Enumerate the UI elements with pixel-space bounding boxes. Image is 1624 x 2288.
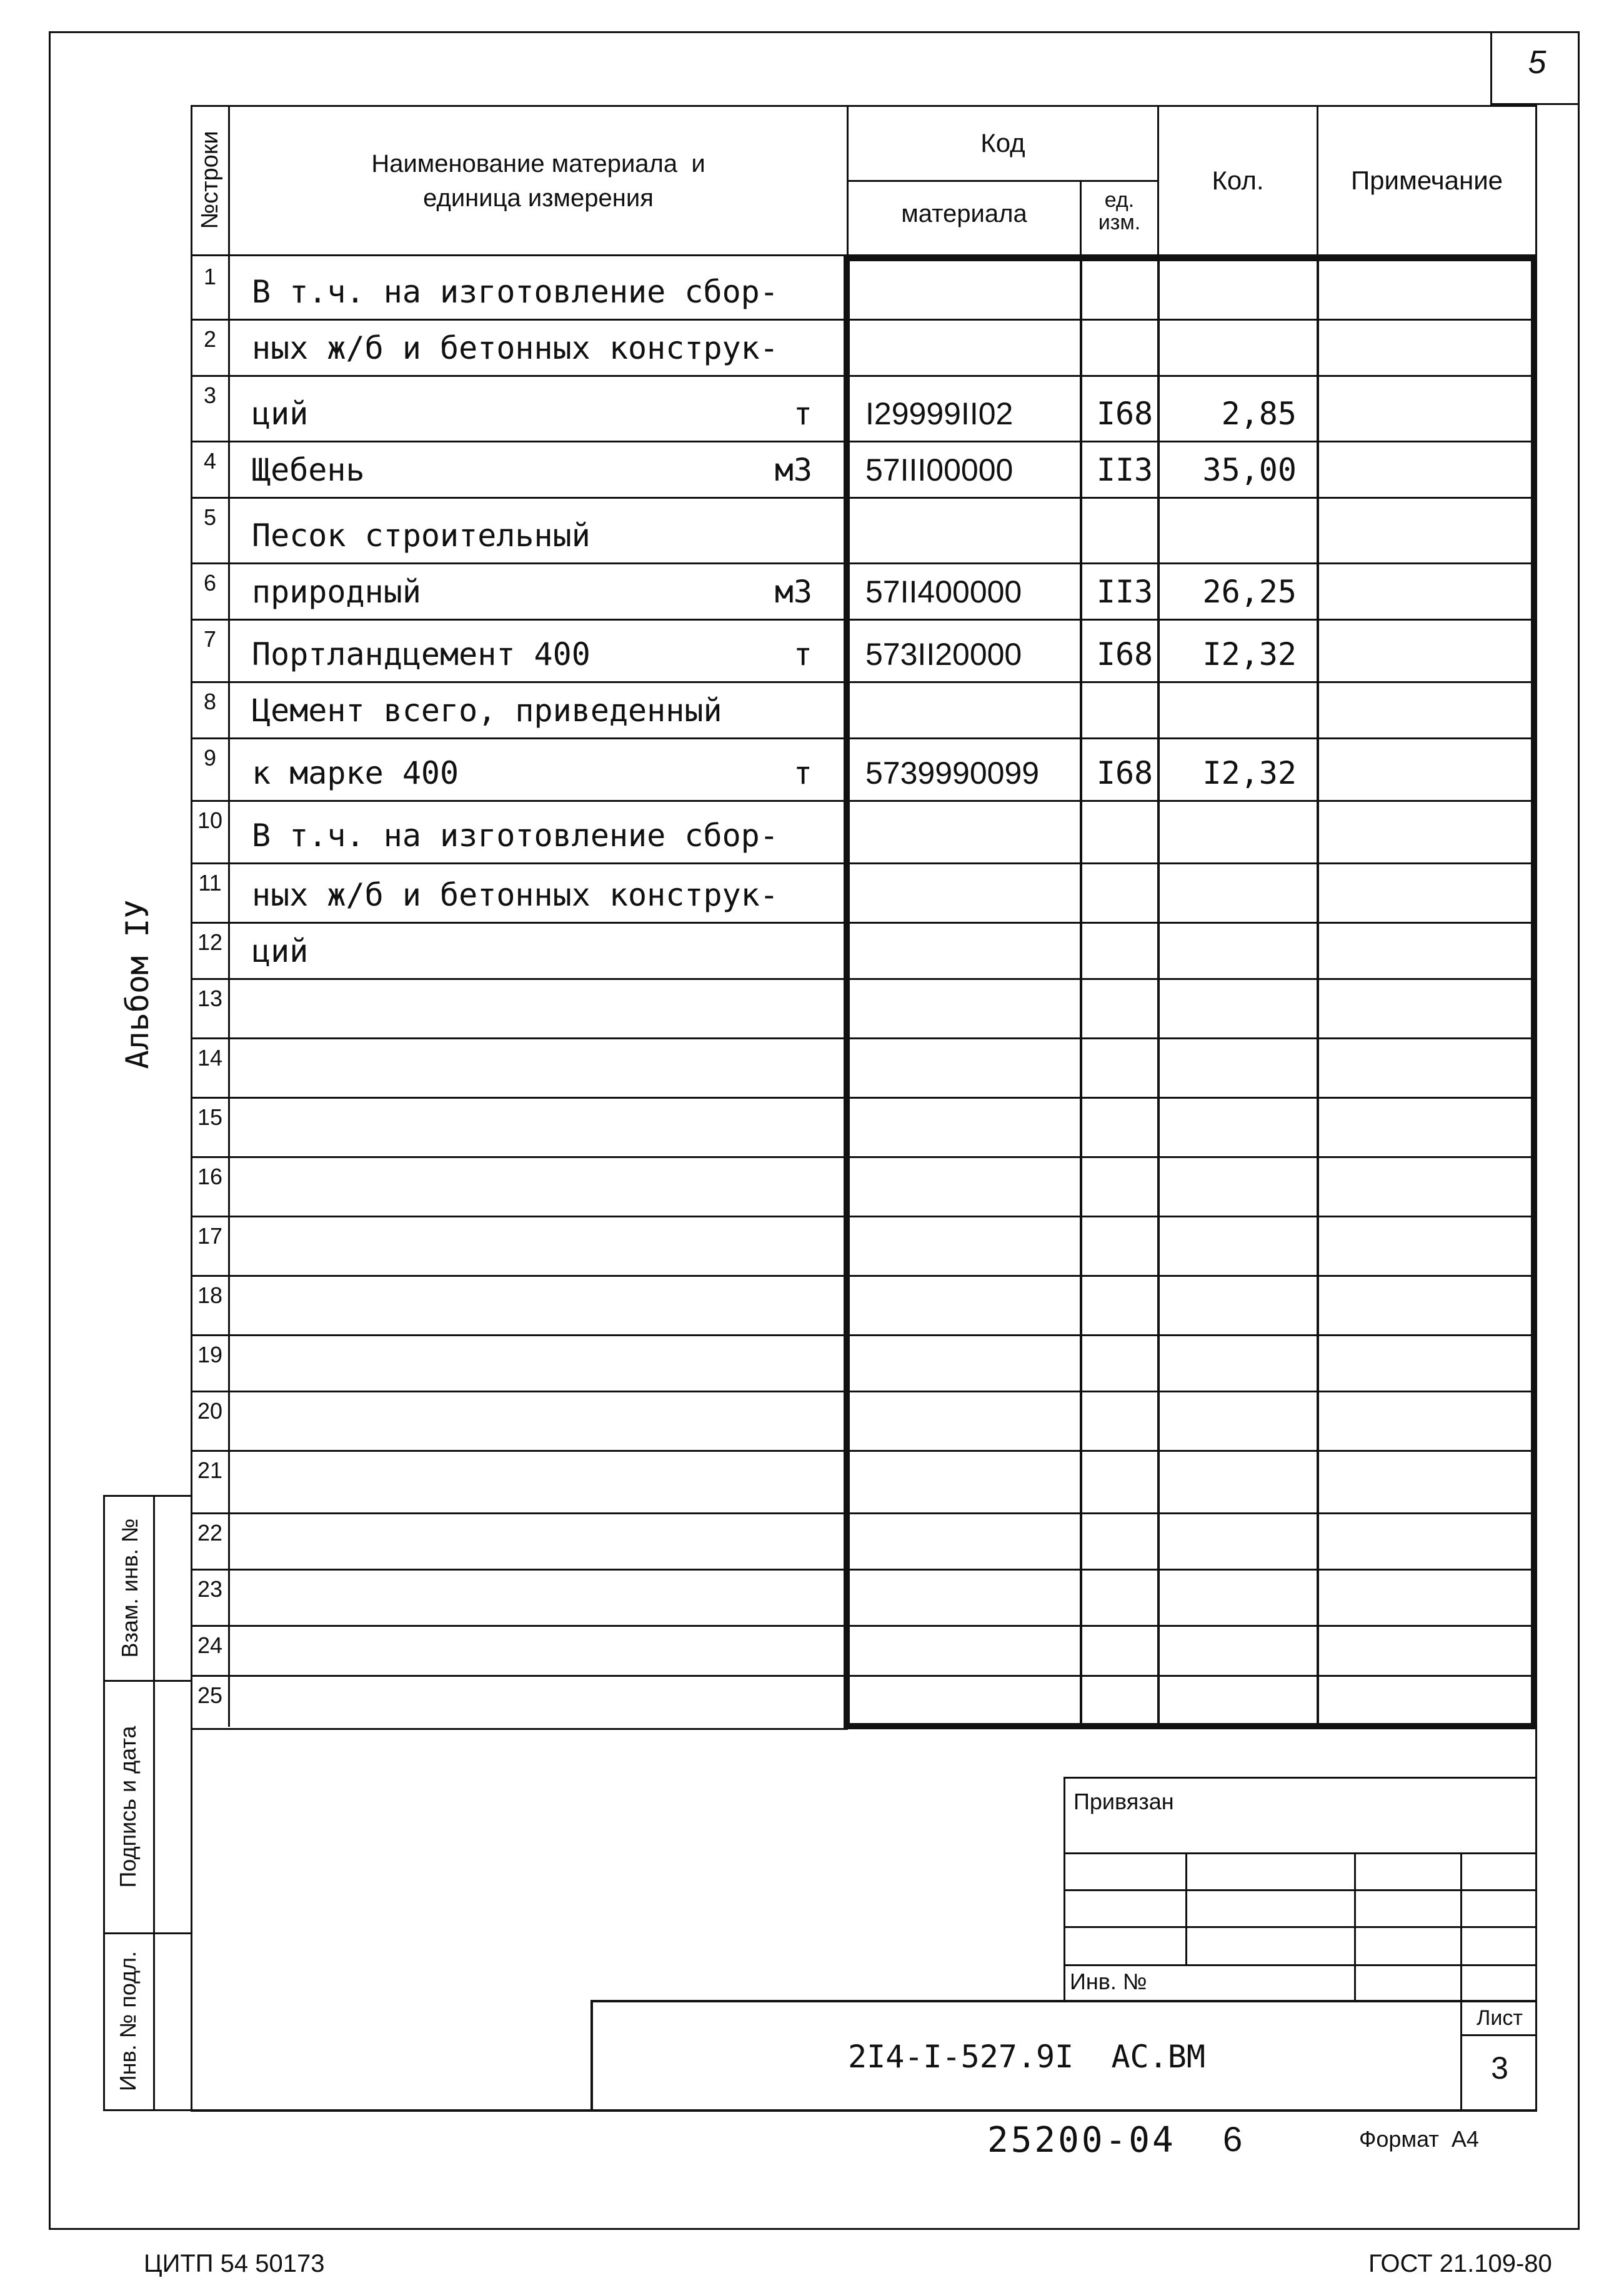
material-code: 57II400000 xyxy=(865,574,1022,609)
row-divider xyxy=(192,1391,1535,1392)
handwritten-number: 25200-04 xyxy=(987,2120,1176,2161)
row-divider xyxy=(192,1625,1535,1627)
row-divider xyxy=(192,1156,1535,1158)
material-name: В т.ч. на изготовление сбор- xyxy=(252,817,779,854)
row-number: 7 xyxy=(203,626,217,652)
row-number: 19 xyxy=(197,1342,223,1367)
quantity: 35,00 xyxy=(1202,452,1297,488)
unit-code-header-line2: изм. xyxy=(1098,211,1141,234)
material-name: Цемент всего, приведенный xyxy=(252,692,722,729)
row-divider xyxy=(192,1569,1535,1571)
row-divider xyxy=(192,497,1535,499)
inventory-number-label: Инв. № xyxy=(1070,1969,1147,1994)
album-label: Альбом IУ xyxy=(119,899,156,1069)
sheet-number: 3 xyxy=(1491,2051,1508,2086)
row-divider xyxy=(192,800,1535,802)
material-name: Песок строительный xyxy=(252,517,590,554)
unit-code: I68 xyxy=(1096,755,1153,791)
original-inventory-label: Инв. № подл. xyxy=(115,1951,141,2092)
row-number: 9 xyxy=(203,745,217,771)
material-name: ных ж/б и бетонных конструк- xyxy=(252,330,779,366)
row-number: 11 xyxy=(198,870,222,896)
unit-of-measure: т xyxy=(793,396,812,432)
copy-number: 6 xyxy=(1223,2119,1243,2159)
row-divider xyxy=(192,737,1535,739)
footer-standard: ГОСТ 21.109-80 xyxy=(1368,2250,1552,2277)
material-code: 5739990099 xyxy=(865,756,1040,791)
unit-code: I68 xyxy=(1096,636,1153,672)
material-name: ций xyxy=(252,396,309,432)
unit-of-measure: т xyxy=(793,755,812,791)
material-name: ций xyxy=(252,933,309,969)
row-number: 24 xyxy=(197,1632,223,1658)
material-code: 573II20000 xyxy=(865,637,1022,672)
row-number: 4 xyxy=(203,448,217,474)
quantity: 26,25 xyxy=(1202,574,1297,610)
page-number: 5 xyxy=(1528,44,1547,81)
row-number: 15 xyxy=(197,1104,223,1130)
row-number: 10 xyxy=(197,807,223,833)
name-header-line2: единица измерения xyxy=(423,184,654,212)
signature-date-label: Подпись и дата xyxy=(115,1726,141,1888)
row-divider xyxy=(192,619,1535,621)
row-number: 2 xyxy=(203,326,217,352)
row-divider xyxy=(192,319,1535,321)
row-number: 8 xyxy=(203,689,217,714)
material-name: В т.ч. на изготовление сбор- xyxy=(252,274,779,310)
material-name: природный xyxy=(252,574,421,610)
unit-code: II3 xyxy=(1096,452,1153,488)
sheet-label: Лист xyxy=(1477,2006,1523,2030)
row-number: 23 xyxy=(197,1576,223,1602)
row-divider xyxy=(192,1216,1535,1217)
row-divider xyxy=(192,1450,1535,1452)
row-divider xyxy=(192,1037,1535,1039)
name-header-line1: Наименование материала и xyxy=(371,150,705,177)
row-divider xyxy=(192,862,1535,864)
row-number: 5 xyxy=(203,504,217,530)
row-number: 20 xyxy=(197,1398,223,1424)
row-divider xyxy=(192,1728,848,1730)
replacement-inventory-label: Взам. инв. № xyxy=(117,1518,142,1658)
unit-code: II3 xyxy=(1096,574,1153,610)
row-divider xyxy=(192,978,1535,980)
material-code: 57III00000 xyxy=(865,452,1014,487)
row-number: 6 xyxy=(203,570,217,596)
row-divider xyxy=(192,922,1535,924)
row-divider xyxy=(192,1097,1535,1099)
row-number: 18 xyxy=(197,1282,223,1308)
row-divider xyxy=(192,375,1535,377)
row-divider xyxy=(192,681,1535,683)
row-number: 17 xyxy=(197,1223,223,1249)
row-divider xyxy=(192,1275,1535,1277)
unit-code-header-line1: ед. xyxy=(1104,188,1135,212)
quantity-header: Кол. xyxy=(1212,166,1264,195)
note-header: Примечание xyxy=(1350,166,1503,195)
row-divider xyxy=(192,1675,1535,1677)
quantity: I2,32 xyxy=(1202,755,1297,791)
row-divider xyxy=(192,441,1535,442)
row-number: 14 xyxy=(197,1045,223,1071)
row-number: 22 xyxy=(197,1520,223,1546)
row-number: 1 xyxy=(203,264,217,289)
footer-publisher: ЦИТП 54 50173 xyxy=(144,2250,325,2277)
row-number: 21 xyxy=(197,1457,223,1483)
code-header: Код xyxy=(980,128,1025,157)
row-number: 13 xyxy=(197,986,223,1011)
row-number-header: №строки xyxy=(197,131,223,229)
material-name: Щебень xyxy=(252,452,365,488)
row-divider xyxy=(192,1512,1535,1514)
row-number: 16 xyxy=(197,1164,223,1189)
unit-code: I68 xyxy=(1096,396,1153,432)
row-divider xyxy=(192,1334,1535,1336)
row-number: 25 xyxy=(197,1682,223,1708)
format-label: Формат А4 xyxy=(1359,2126,1479,2152)
material-code-header: материала xyxy=(901,200,1027,227)
quantity: I2,32 xyxy=(1202,636,1297,672)
bound-to-label: Привязан xyxy=(1074,1789,1174,1814)
material-name: ных ж/б и бетонных конструк- xyxy=(252,877,779,913)
material-code: I29999II02 xyxy=(865,396,1014,431)
material-name: к марке 400 xyxy=(252,755,459,791)
unit-of-measure: м3 xyxy=(774,574,812,610)
unit-of-measure: т xyxy=(793,636,812,672)
document-designation: 2I4-I-527.9I АС.ВМ xyxy=(848,2039,1205,2075)
quantity: 2,85 xyxy=(1221,396,1297,432)
row-divider xyxy=(192,562,1535,564)
row-number: 3 xyxy=(203,382,217,408)
row-number: 12 xyxy=(197,929,223,955)
material-name: Портландцемент 400 xyxy=(252,636,590,672)
unit-of-measure: м3 xyxy=(774,452,812,488)
